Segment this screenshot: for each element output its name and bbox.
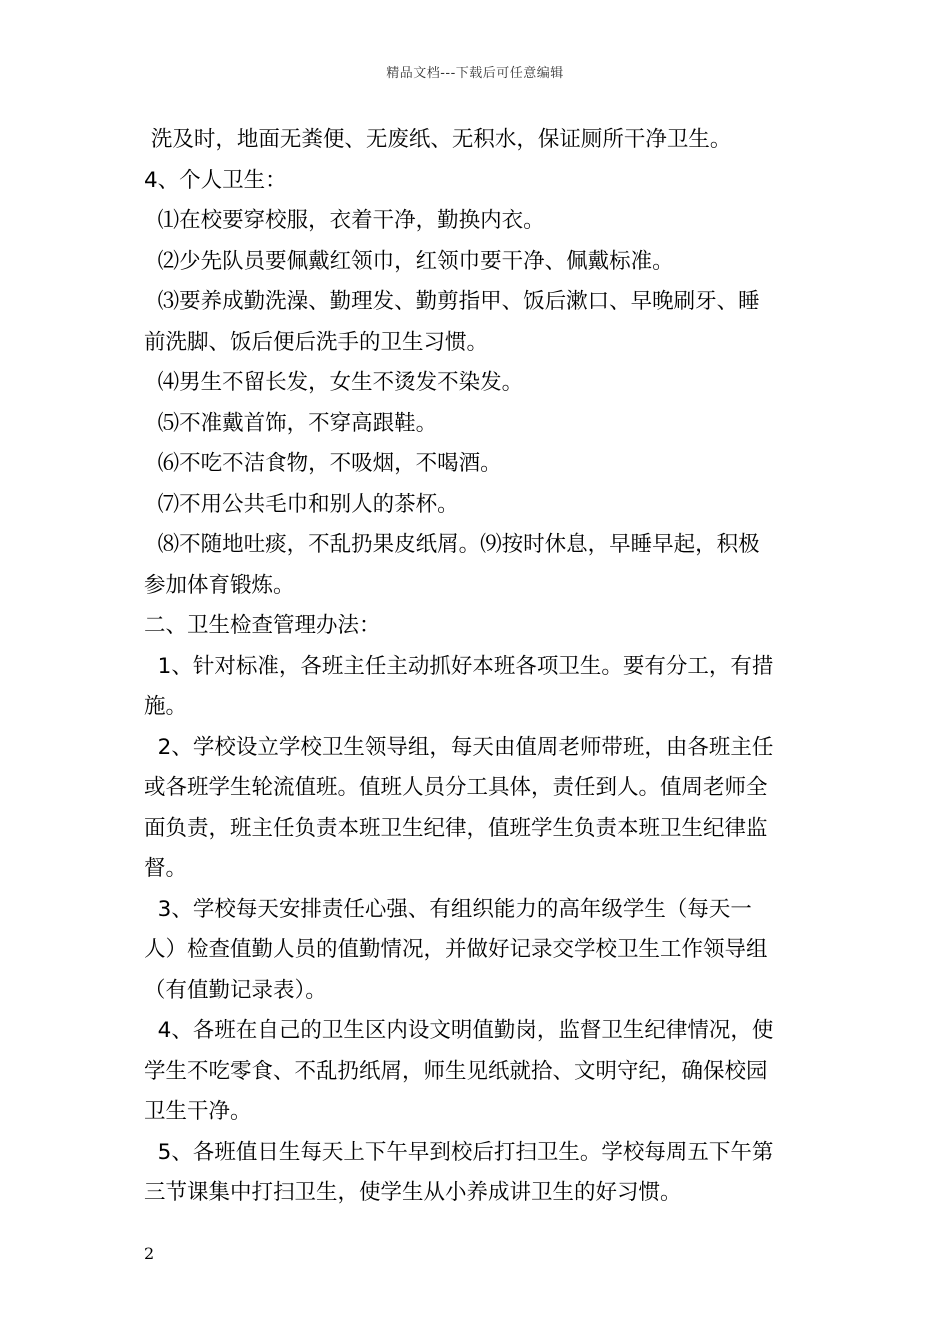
text-line: 督。 [144,856,188,881]
text-line: ⑷男生不留长发，女生不烫发不染发。 [144,370,524,395]
text-line: ⑺不用公共毛巾和别人的茶杯。 [144,491,459,517]
document-body [144,120,810,1214]
text-line: ⑹不吃不洁食物，不吸烟，不喝酒。 [144,451,502,476]
text-line: 4、个人卫生： [144,167,287,193]
text-line: （有值勤记录表）。 [144,977,327,1003]
text-line: 学生不吃零食、不乱扔纸屑，师生见纸就拾、文明守纪，确保校园 [144,1058,768,1084]
text-line: ⑻不随地吐痰，不乱扔果皮纸屑。⑼按时休息，早睡早起，积极 [144,532,760,557]
page-number: 2 [144,1244,155,1263]
text-line: ⑶要养成勤洗澡、勤理发、勤剪指甲、饭后漱口、早晚刷牙、睡 [144,289,760,314]
text-line: 卫生干净。 [144,1099,252,1124]
text-line: 参加体育锻炼。 [144,572,295,598]
text-line: 5、各班值日生每天上下午早到校后打扫卫生。学校每周五下午第 [144,1139,774,1165]
text-line: 或各班学生轮流值班。值班人员分工具体，责任到人。值周老师全 [144,775,768,800]
text-line: 2、学校设立学校卫生领导组，每天由值周老师带班，由各班主任 [144,734,774,760]
text-line: 3、学校每天安排责任心强、有组织能力的高年级学生（每天一 [144,896,752,922]
text-line: ⑴在校要穿校服，衣着干净，勤换内衣。 [144,208,545,233]
text-line: 4、各班在自己的卫生区内设文明值勤岗，监督卫生纪律情况，使 [144,1018,774,1043]
section-heading: 二、卫生检查管理办法： [144,613,381,638]
text-line: 施。 [144,694,188,719]
text-line: 面负责，班主任负责本班卫生纪律，值班学生负责本班卫生纪律监 [144,815,768,841]
text-line: 三节课集中打扫卫生，使学生从小养成讲卫生的好习惯。 [144,1180,682,1205]
text-line: 人）检查值勤人员的值勤情况，并做好记录交学校卫生工作领导组 [144,937,768,962]
text-line: 洗及时，地面无粪便、无废纸、无积水，保证厕所干净卫生。 [144,127,732,152]
text-line: 1、针对标准，各班主任主动抓好本班各项卫生。要有分工，有措 [144,653,774,679]
page-header: 精品文档---下载后可任意编辑 [386,66,564,81]
text-line: ⑸不准戴首饰，不穿高跟鞋。 [144,410,438,436]
text-line: 前洗脚、饭后便后洗手的卫生习惯。 [144,329,489,355]
text-line: ⑵少先队员要佩戴红领巾，红领巾要干净、佩戴标准。 [144,248,674,274]
